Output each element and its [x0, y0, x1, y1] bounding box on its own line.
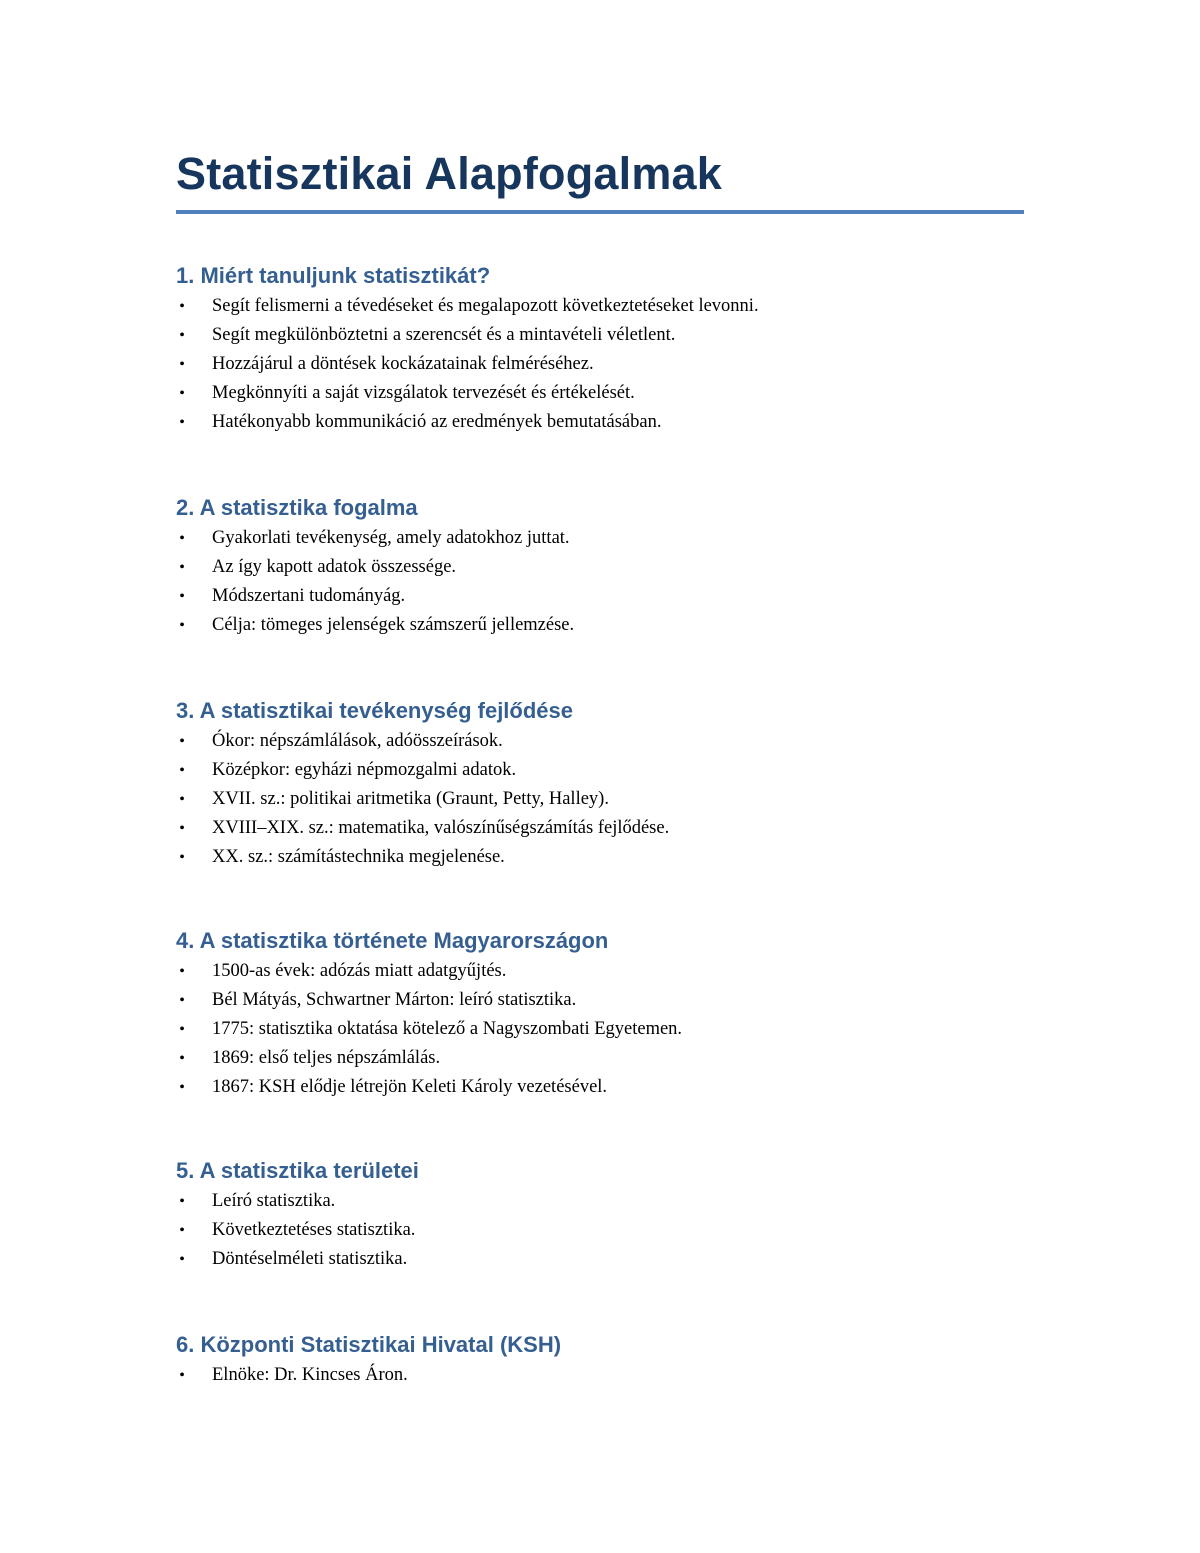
bullet-list: [176, 1361, 1024, 1390]
document-title: Statisztikai Alapfogalmak: [176, 148, 722, 199]
bullet-icon: •: [179, 963, 185, 980]
section-heading: 4. A statisztika története Magyarországon: [176, 928, 609, 953]
list-item-text: Segít megkülönböztetni a szerencsét és a mintavételi véletlent.: [212, 325, 676, 345]
list-item-text: Az így kapott adatok összessége.: [212, 557, 457, 577]
title-underline-rule: [176, 210, 1024, 214]
list-item-text: Középkor: egyházi népmozgalmi adatok.: [212, 760, 517, 780]
bullet-icon: •: [179, 1050, 185, 1067]
list-item: [176, 1015, 1024, 1044]
list-item-text: XVIII–XIX. sz.: matematika, valószínűségszámítás fejlődése.: [212, 818, 670, 838]
list-item: [176, 524, 1024, 553]
list-item-text: Leíró statisztika.: [212, 1191, 336, 1211]
bullet-icon: •: [179, 298, 185, 315]
bullet-icon: •: [179, 356, 185, 373]
bullet-icon: •: [179, 559, 185, 576]
list-item-text: Hatékonyabb kommunikáció az eredmények bemutatásában.: [212, 412, 662, 432]
section-heading: 5. A statisztika területei: [176, 1158, 419, 1183]
section-statistics-concept: [176, 492, 1024, 640]
bullet-icon: •: [179, 791, 185, 808]
section-ksh: [176, 1329, 1024, 1390]
section-heading: 3. A statisztikai tevékenység fejlődése: [176, 698, 573, 723]
bullet-icon: •: [179, 617, 185, 634]
list-item: [176, 408, 1024, 437]
list-item-text: Célja: tömeges jelenségek számszerű jellemzése.: [212, 615, 575, 635]
bullet-icon: •: [179, 1021, 185, 1038]
list-item: [176, 785, 1024, 814]
list-item-text: 1775: statisztika oktatása kötelező a Nagyszombati Egyetemen.: [212, 1019, 683, 1039]
bullet-icon: •: [179, 1079, 185, 1096]
list-item: [176, 553, 1024, 582]
section-why-learn-statistics: [176, 260, 1024, 437]
list-item-text: Hozzájárul a döntések kockázatainak felméréséhez.: [212, 354, 594, 374]
list-item-text: 1867: KSH elődje létrejön Keleti Károly vezetésével.: [212, 1077, 608, 1097]
list-item-text: Módszertani tudományág.: [212, 586, 406, 606]
list-item: [176, 1187, 1024, 1216]
bullet-list: [176, 957, 1024, 1102]
list-item: [176, 292, 1024, 321]
list-item: [176, 1216, 1024, 1245]
list-item: [176, 986, 1024, 1015]
list-item: [176, 350, 1024, 379]
list-item-text: XVII. sz.: politikai aritmetika (Graunt, Petty, Halley).: [212, 789, 609, 809]
bullet-icon: •: [179, 849, 185, 866]
list-item-text: Ókor: népszámlálások, adóösszeírások.: [212, 731, 503, 751]
bullet-icon: •: [179, 1193, 185, 1210]
list-item: [176, 1044, 1024, 1073]
list-item: [176, 756, 1024, 785]
list-item-text: Gyakorlati tevékenység, amely adatokhoz juttat.: [212, 528, 570, 548]
bullet-icon: •: [179, 530, 185, 547]
bullet-icon: •: [179, 762, 185, 779]
list-item: [176, 843, 1024, 872]
section-heading: 1. Miért tanuljunk statisztikát?: [176, 263, 491, 288]
list-item-text: Megkönnyíti a saját vizsgálatok tervezését és értékelését.: [212, 383, 635, 403]
list-item-text: 1869: első teljes népszámlálás.: [212, 1048, 441, 1068]
list-item-text: Bél Mátyás, Schwartner Márton: leíró statisztika.: [212, 990, 577, 1010]
section-statistics-development: [176, 695, 1024, 872]
section-statistics-areas: [176, 1155, 1024, 1274]
list-item: [176, 814, 1024, 843]
document-page: [176, 140, 1024, 1385]
list-item: [176, 1361, 1024, 1390]
bullet-list: [176, 727, 1024, 872]
bullet-icon: •: [179, 327, 185, 344]
section-heading: 6. Központi Statisztikai Hivatal (KSH): [176, 1332, 562, 1357]
bullet-icon: •: [179, 1367, 185, 1384]
bullet-icon: •: [179, 1222, 185, 1239]
section-history-hungary: [176, 925, 1024, 1102]
list-item-text: Segít felismerni a tévedéseket és megalapozott következtetéseket levonni.: [212, 296, 759, 316]
list-item: [176, 611, 1024, 640]
list-item: [176, 957, 1024, 986]
list-item-text: 1500-as évek: adózás miatt adatgyűjtés.: [212, 961, 507, 981]
bullet-icon: •: [179, 588, 185, 605]
list-item-text: Döntéselméleti statisztika.: [212, 1249, 408, 1269]
bullet-list: [176, 292, 1024, 437]
list-item: [176, 321, 1024, 350]
bullet-icon: •: [179, 414, 185, 431]
list-item: [176, 1073, 1024, 1102]
bullet-icon: •: [179, 992, 185, 1009]
bullet-icon: •: [179, 385, 185, 402]
section-heading: 2. A statisztika fogalma: [176, 495, 418, 520]
list-item-text: Elnöke: Dr. Kincses Áron.: [212, 1365, 408, 1385]
list-item: [176, 1245, 1024, 1274]
bullet-icon: •: [179, 820, 185, 837]
bullet-icon: •: [179, 733, 185, 750]
list-item: [176, 582, 1024, 611]
bullet-icon: •: [179, 1251, 185, 1268]
list-item-text: Következtetéses statisztika.: [212, 1220, 416, 1240]
list-item-text: XX. sz.: számítástechnika megjelenése.: [212, 847, 505, 867]
bullet-list: [176, 1187, 1024, 1274]
list-item: [176, 379, 1024, 408]
list-item: [176, 727, 1024, 756]
bullet-list: [176, 524, 1024, 640]
